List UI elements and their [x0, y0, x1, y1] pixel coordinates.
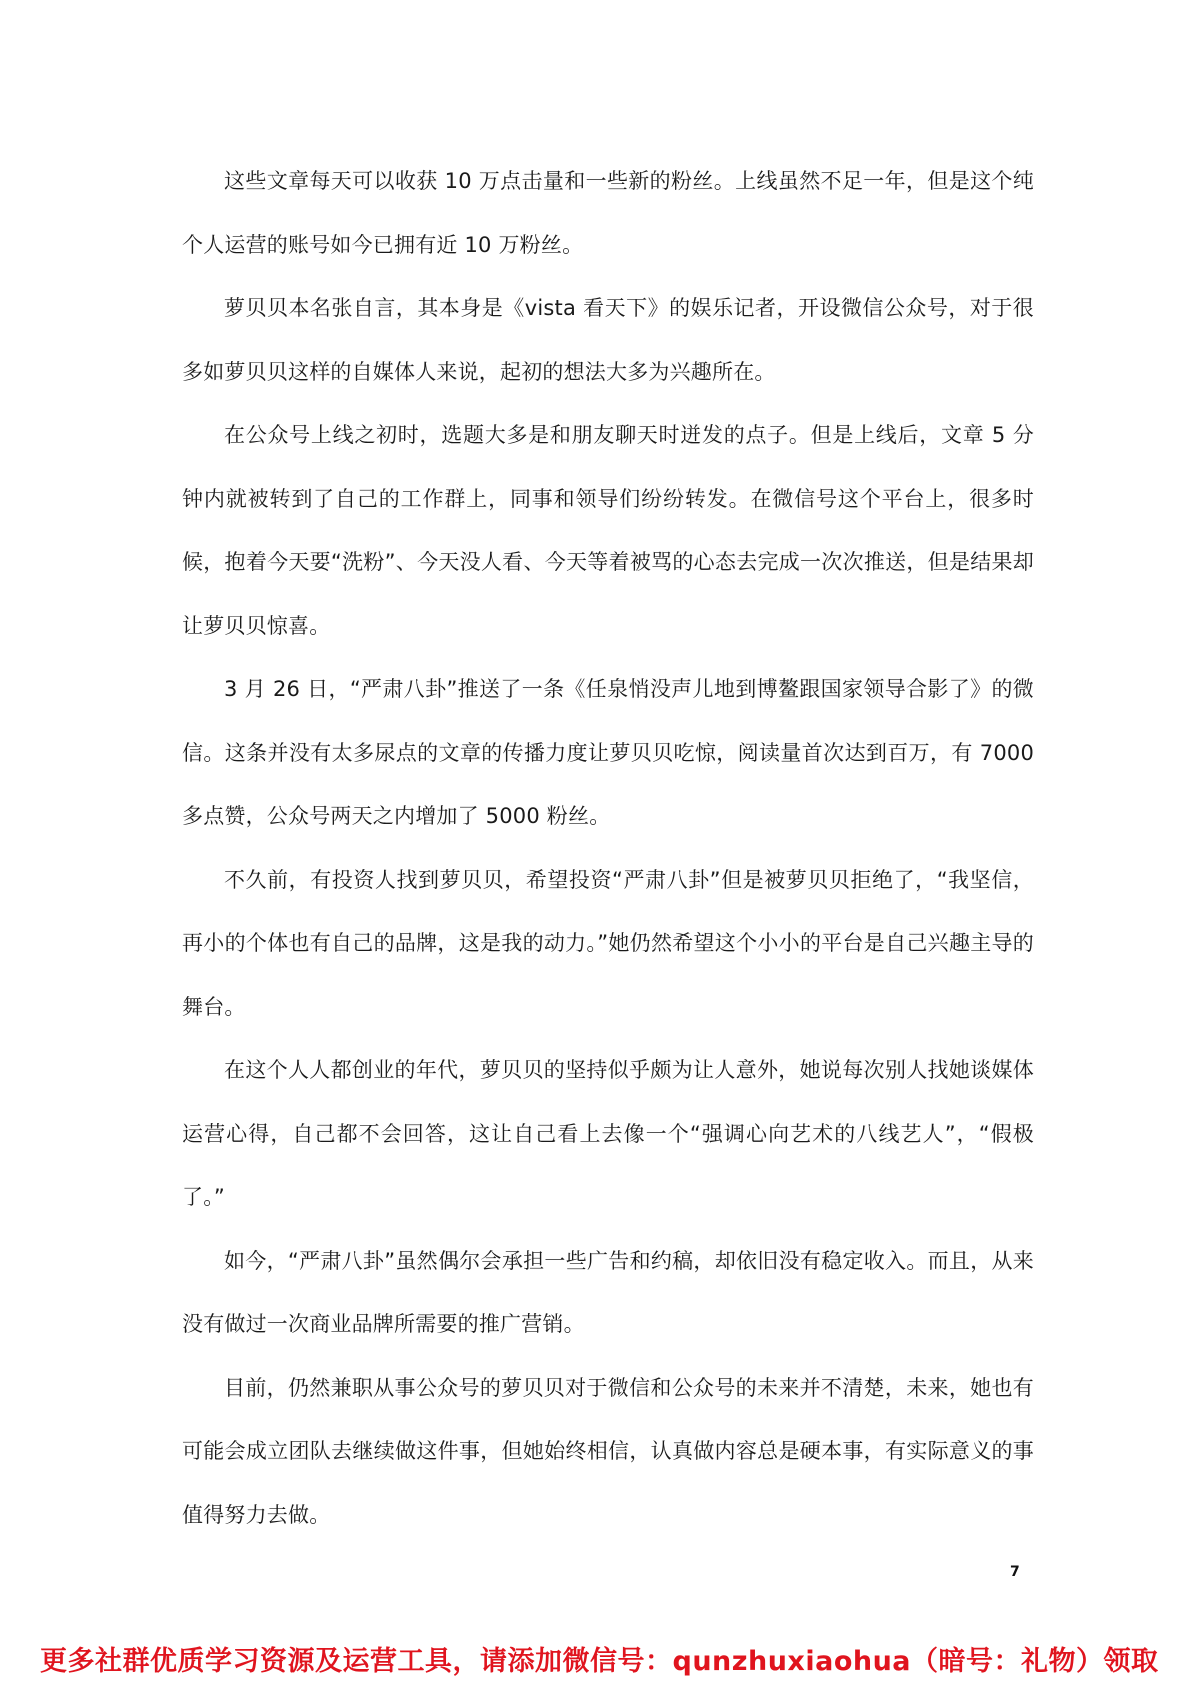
paragraph: 目前，仍然兼职从事公众号的萝贝贝对于微信和公众号的未来并不清楚，未来，她也有可能会成立团队去继续做这件事，但她始终相信，认真做内容总是硬本事，有实际意义的事值得努力去做。: [182, 1375, 1034, 1527]
article-body: [182, 150, 1034, 1547]
paragraph: 3 月 26 日，“严肃八卦”推送了一条《任泉悄没声儿地到博鳌跟国家领导合影了》的微信。这条并没有太多尿点的文章的传播力度让萝贝贝吃惊，阅读量首次达到百万，有 7000 多点赞，公众号两天之内增加了 5000 粉丝。: [182, 677, 1034, 828]
paragraph: 萝贝贝本名张自言，其本身是《vista 看天下》的娱乐记者，开设微信公众号，对于很多如萝贝贝这样的自媒体人来说，起初的想法大多为兴趣所在。: [182, 296, 1034, 384]
paragraph: 如今，“严肃八卦”虽然偶尔会承担一些广告和约稿，却依旧没有稳定收入。而且，从来没有做过一次商业品牌所需要的推广营销。: [182, 1248, 1034, 1336]
page-number: 7: [1010, 1564, 1020, 1580]
paragraph: 不久前，有投资人找到萝贝贝，希望投资“严肃八卦”但是被萝贝贝拒绝了，“我坚信，再小的个体也有自己的品牌，这是我的动力。”她仍然希望这个小小的平台是自己兴趣主导的舞台。: [182, 867, 1034, 1019]
paragraph: 在这个人人都创业的年代，萝贝贝的坚持似乎颇为让人意外，她说每次别人找她谈媒体运营心得，自己都不会回答，这让自己看上去像一个“强调心向艺术的八线艺人”，“假极了。”: [182, 1058, 1034, 1209]
footer-promo-banner: 更多社群优质学习资源及运营工具，请添加微信号：qunzhuxiaohua（暗号：礼物）领取: [40, 1646, 1159, 1677]
paragraph: 这些文章每天可以收获 10 万点击量和一些新的粉丝。上线虽然不足一年，但是这个纯个人运营的账号如今已拥有近 10 万粉丝。: [182, 169, 1034, 257]
paragraph: 在公众号上线之初时，选题大多是和朋友聊天时迸发的点子。但是上线后，文章 5 分钟内就被转到了自己的工作群上，同事和领导们纷纷转发。在微信号这个平台上，很多时候，抱着今天要“洗粉”、今天没人看、今天等着被骂的心态去完成一次次推送，但是结果却让萝贝贝惊喜。: [182, 423, 1034, 638]
